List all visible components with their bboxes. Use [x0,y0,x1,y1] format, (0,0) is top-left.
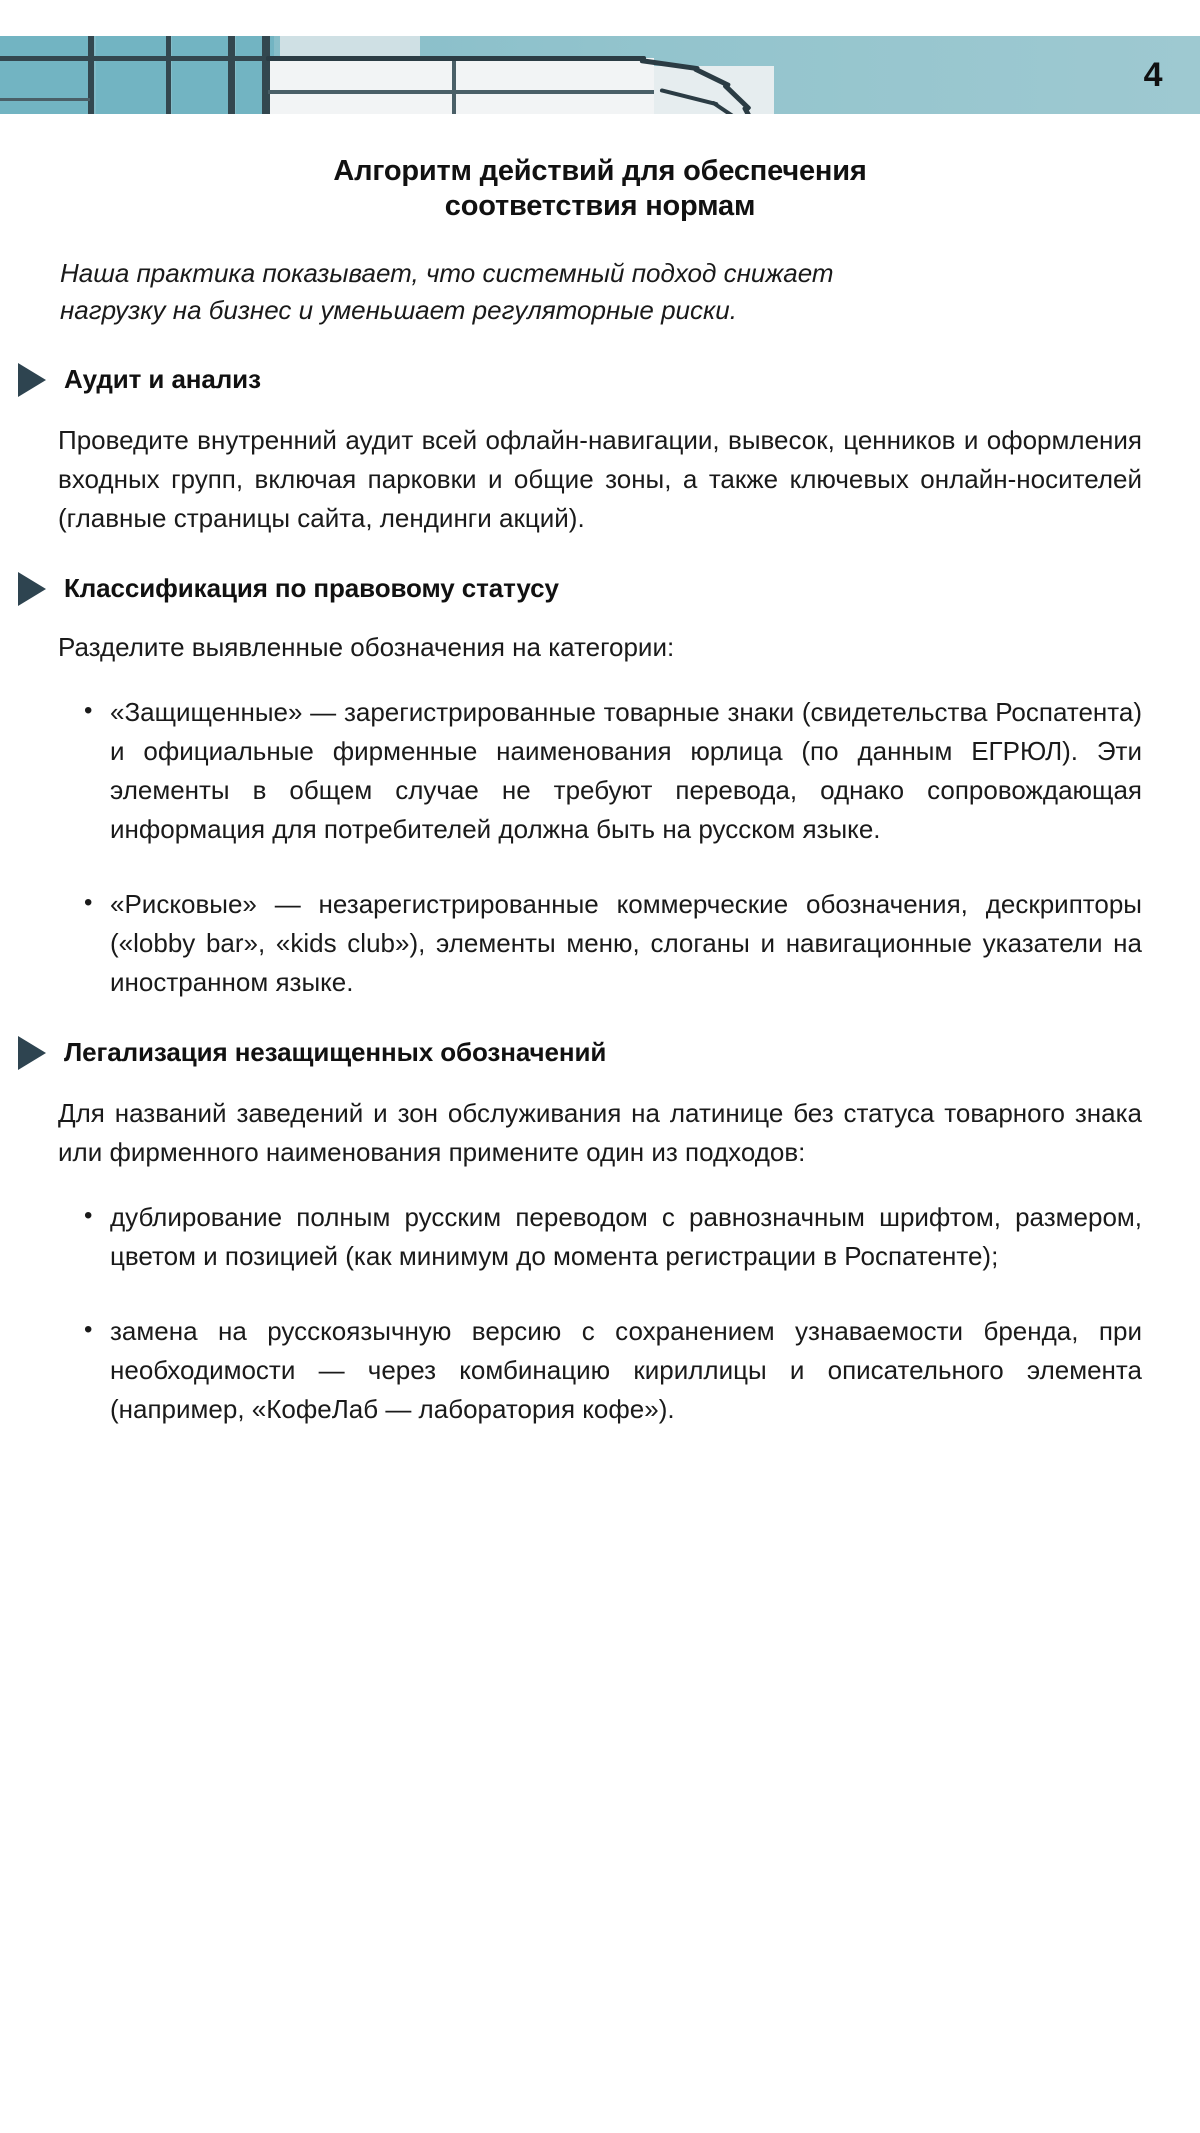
triangle-marker-icon [18,363,46,397]
section-audit-paragraph: Проведите внутренний аудит всей офлайн-навигации, вывесок, ценников и оформления входных групп, включая парковки и общие зоны, а также ключевых онлайн-носителей (главные страницы сайта, лендинги акций). [58,424,1142,533]
section-legalization-title: Легализация незащищенных обозначений [64,1037,607,1068]
section-audit [0,363,1200,538]
section-audit-title: Аудит и анализ [64,364,261,395]
document-content [0,114,1200,1429]
section-legalization-bullets [0,1198,1200,1429]
page-header-band [0,36,1200,114]
section-classification-lead: Разделите выявленные обозначения на категории: [58,631,675,662]
section-classification-bullets [0,693,1200,1002]
list-item: • дублирование полным русским переводом с равнозначным шрифтом, размером, цветом и позицией (как минимум до момента регистрации в Роспатенте); [80,1198,1142,1276]
list-item: • «Защищенные» — зарегистрированные товарные знаки (свидетельства Роспатента) и официальные фирменные наименования юрлица (по данным ЕГРЮЛ). Эти элементы в общем случае не требуют перевода, однако сопровождающая информация для потребителей должна быть на русском языке. [80,693,1142,849]
triangle-marker-icon [18,1036,46,1070]
intro-line-1: Наша практика показывает, что системный подход снижает [60,257,834,288]
section-legalization [0,1036,1200,1429]
section-audit-heading [0,363,1200,397]
page-title-line-1: Алгоритм действий для обеспечения [333,155,867,187]
intro-line-2: нагрузку на бизнес и уменьшает регуляторные риски. [60,294,737,325]
section-classification [0,572,1200,1002]
section-legalization-heading [0,1036,1200,1070]
page-title-line-2: соответствия нормам [444,190,756,223]
list-item: • замена на русскоязычную версию с сохранением узнаваемости бренда, при необходимости — через комбинацию кириллицы и описательного элемента (например, «КофеЛаб — лаборатория кофе»). [80,1312,1142,1429]
page-number: 4 [1143,56,1162,94]
header-building-photo [0,36,820,114]
intro-paragraph [0,255,1200,329]
section-legalization-paragraph: Для названий заведений и зон обслуживания на латинице без статуса товарного знака или фирменного наименования примените один из подходов: [58,1097,1142,1167]
section-classification-title: Классификация по правовому статусу [64,573,559,604]
section-classification-heading [0,572,1200,606]
page-title [220,154,980,225]
triangle-marker-icon [18,572,46,606]
list-item: • «Рисковые» — незарегистрированные коммерческие обозначения, дескрипторы («lobby bar», «kids club»), элементы меню, слоганы и навигационные указатели на иностранном языке. [80,885,1142,1002]
